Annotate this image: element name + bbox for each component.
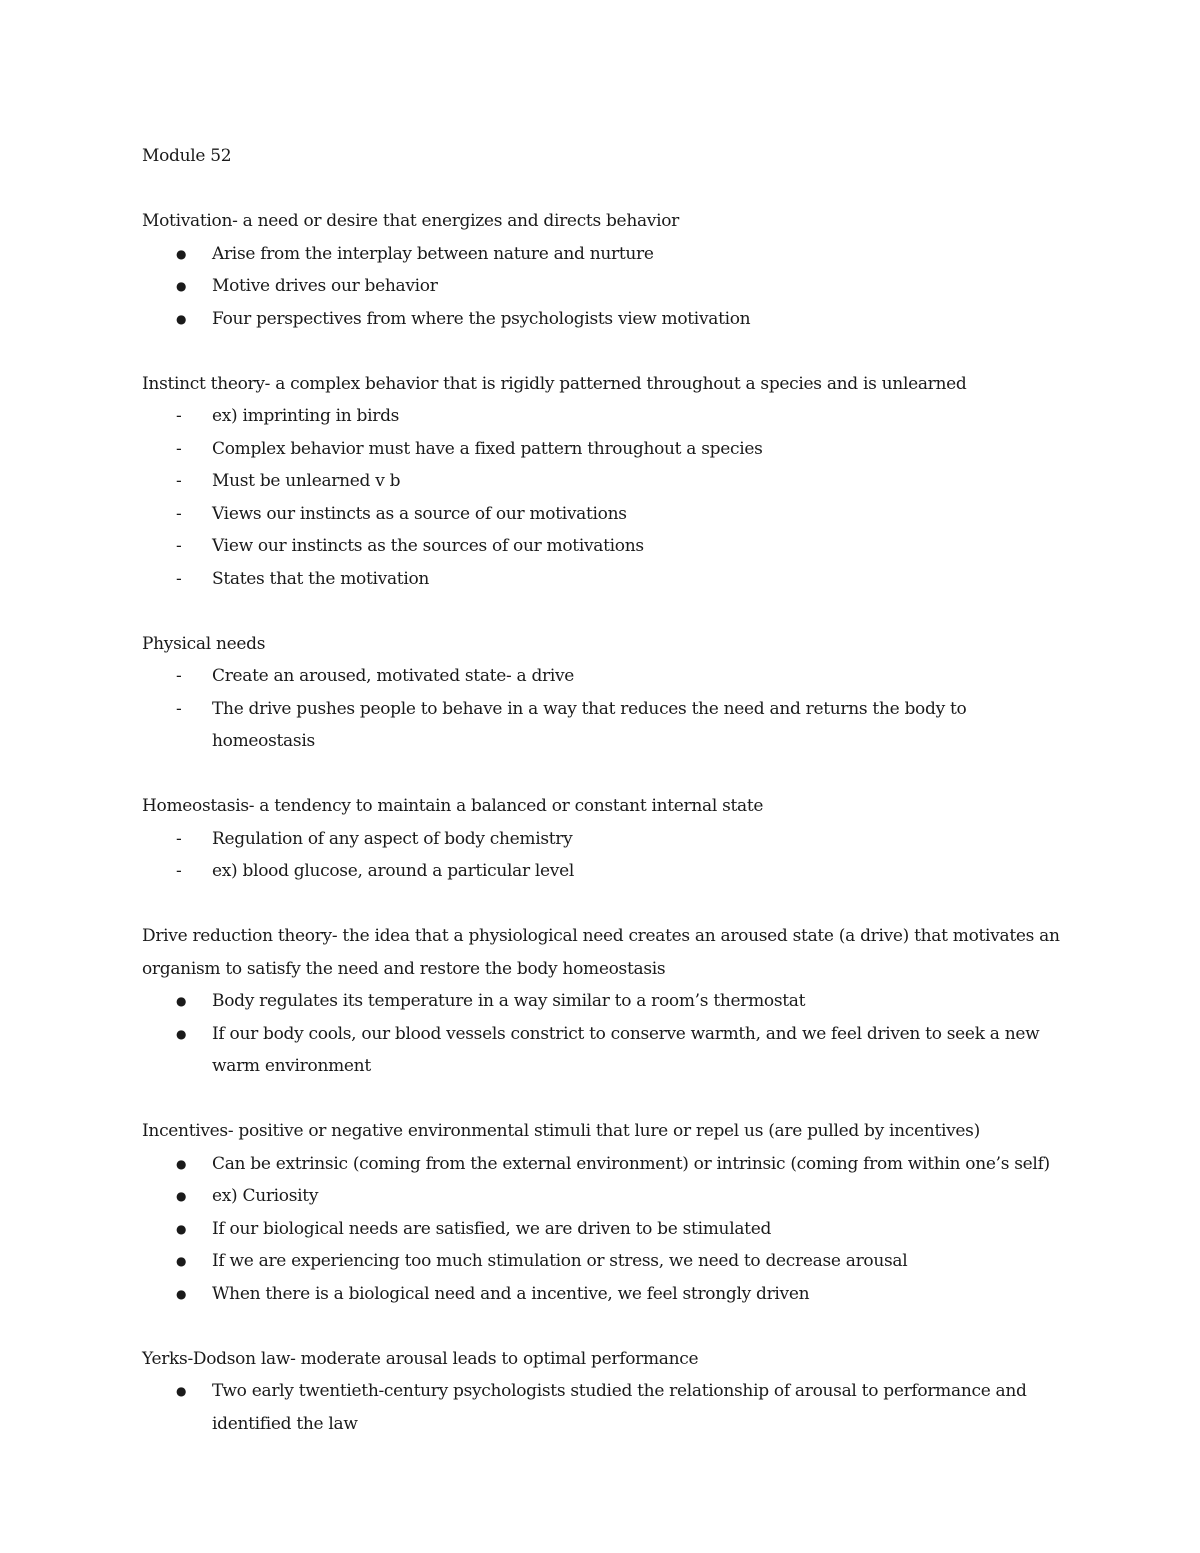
list-item-text: The drive pushes people to behave in a way that reduces the need and returns the body to homeostasis — [212, 698, 967, 751]
bullet-icon: ● — [176, 1254, 187, 1268]
section-heading: Drive reduction theory- the idea that a physiological need creates an aroused state (a drive) that motivates an organism to satisfy the need and restore the body homeostasis — [142, 926, 1060, 979]
list-item-text: Body regulates its temperature in a way similar to a room’s thermostat — [212, 991, 806, 1011]
list-item — [142, 660, 1062, 693]
sections-container — [142, 205, 1062, 1440]
list-item-text: ex) blood glucose, around a particular level — [212, 861, 574, 881]
bullet-list — [142, 985, 1062, 1083]
dash-list — [142, 823, 1062, 888]
dash-icon: - — [176, 828, 182, 849]
list-item-text: Regulation of any aspect of body chemistry — [212, 828, 573, 849]
list-item — [142, 1180, 1062, 1213]
bullet-list — [142, 238, 1062, 336]
section-heading: Instinct theory- a complex behavior that is rigidly patterned throughout a species and is unlearned — [142, 373, 967, 394]
bullet-icon: ● — [176, 1189, 187, 1203]
list-item — [142, 530, 1062, 563]
list-item — [142, 985, 1062, 1018]
list-item — [142, 1375, 1062, 1440]
dash-icon: - — [176, 698, 182, 719]
list-item — [142, 1018, 1062, 1083]
bullet-list — [142, 1148, 1062, 1311]
dash-icon: - — [176, 861, 182, 881]
list-item-text: ex) imprinting in birds — [212, 406, 400, 426]
dash-list — [142, 400, 1062, 595]
list-item-text: If our body cools, our blood vessels constrict to conserve warmth, and we feel driven to seek a new warm environment — [212, 1023, 1040, 1076]
bullet-icon: ● — [176, 1384, 187, 1398]
note-section — [142, 1343, 1062, 1441]
list-item-text: View our instincts as the sources of our motivations — [212, 536, 644, 556]
note-section — [142, 368, 1062, 596]
list-item — [142, 400, 1062, 433]
list-item-text: Can be extrinsic (coming from the external environment) or intrinsic (coming from within one’s self) — [212, 1153, 1050, 1174]
note-section — [142, 628, 1062, 758]
list-item — [142, 693, 1062, 758]
list-item-text: If we are experiencing too much stimulation or stress, we need to decrease arousal — [212, 1251, 908, 1271]
dash-list — [142, 660, 1062, 758]
dash-icon: - — [176, 503, 182, 524]
list-item — [142, 1278, 1062, 1311]
list-item — [142, 303, 1062, 336]
section-heading: Yerks-Dodson law- moderate arousal leads to optimal performance — [142, 1348, 699, 1369]
note-section — [142, 1115, 1062, 1310]
list-item-text: When there is a biological need and a incentive, we feel strongly driven — [212, 1283, 810, 1304]
note-section — [142, 920, 1062, 1083]
bullet-icon: ● — [176, 1221, 187, 1236]
note-section — [142, 790, 1062, 888]
list-item-text: Complex behavior must have a fixed pattern throughout a species — [212, 438, 763, 459]
bullet-icon: ● — [176, 1026, 187, 1041]
document-title: Module 52 — [142, 146, 232, 166]
list-item-text: Create an aroused, motivated state- a drive — [212, 666, 575, 686]
bullet-list — [142, 1375, 1062, 1440]
list-item-text: Two early twentieth-century psychologists studied the relationship of arousal to performance and identified the law — [212, 1381, 1027, 1434]
bullet-icon: ● — [176, 311, 187, 326]
list-item — [142, 498, 1062, 531]
dash-icon: - — [176, 666, 182, 686]
list-item-text: Views our instincts as a source of our motivations — [212, 503, 627, 524]
list-item-text: ex) Curiosity — [212, 1186, 319, 1206]
list-item — [142, 238, 1062, 271]
document-body — [142, 140, 1062, 1473]
list-item-text: Four perspectives from where the psychologists view motivation — [212, 308, 751, 329]
list-item — [142, 270, 1062, 303]
dash-icon: - — [176, 406, 182, 426]
section-heading: Motivation- a need or desire that energizes and directs behavior — [142, 211, 680, 231]
list-item — [142, 823, 1062, 856]
bullet-icon: ● — [176, 994, 187, 1008]
section-heading: Physical needs — [142, 633, 266, 654]
note-section — [142, 205, 1062, 335]
list-item-text: Motive drives our behavior — [212, 276, 438, 296]
dash-icon: - — [176, 568, 182, 589]
list-item-text: States that the motivation — [212, 568, 430, 589]
bullet-icon: ● — [176, 246, 187, 261]
bullet-icon: ● — [176, 1156, 187, 1171]
section-heading: Incentives- positive or negative environmental stimuli that lure or repel us (are pulled by incentives) — [142, 1121, 980, 1141]
list-item — [142, 1148, 1062, 1181]
dash-icon: - — [176, 438, 182, 459]
list-item-text: Must be unlearned v b — [212, 471, 401, 491]
dash-icon: - — [176, 471, 182, 491]
list-item — [142, 433, 1062, 466]
list-item — [142, 1213, 1062, 1246]
list-item-text: If our biological needs are satisfied, we are driven to be stimulated — [212, 1218, 772, 1239]
dash-icon: - — [176, 536, 182, 556]
list-item — [142, 465, 1062, 498]
list-item — [142, 1245, 1062, 1278]
section-heading: Homeostasis- a tendency to maintain a balanced or constant internal state — [142, 796, 764, 816]
list-item — [142, 855, 1062, 888]
bullet-icon: ● — [176, 1286, 187, 1301]
list-item-text: Arise from the interplay between nature and nurture — [212, 243, 654, 264]
bullet-icon: ● — [176, 279, 187, 293]
list-item — [142, 563, 1062, 596]
